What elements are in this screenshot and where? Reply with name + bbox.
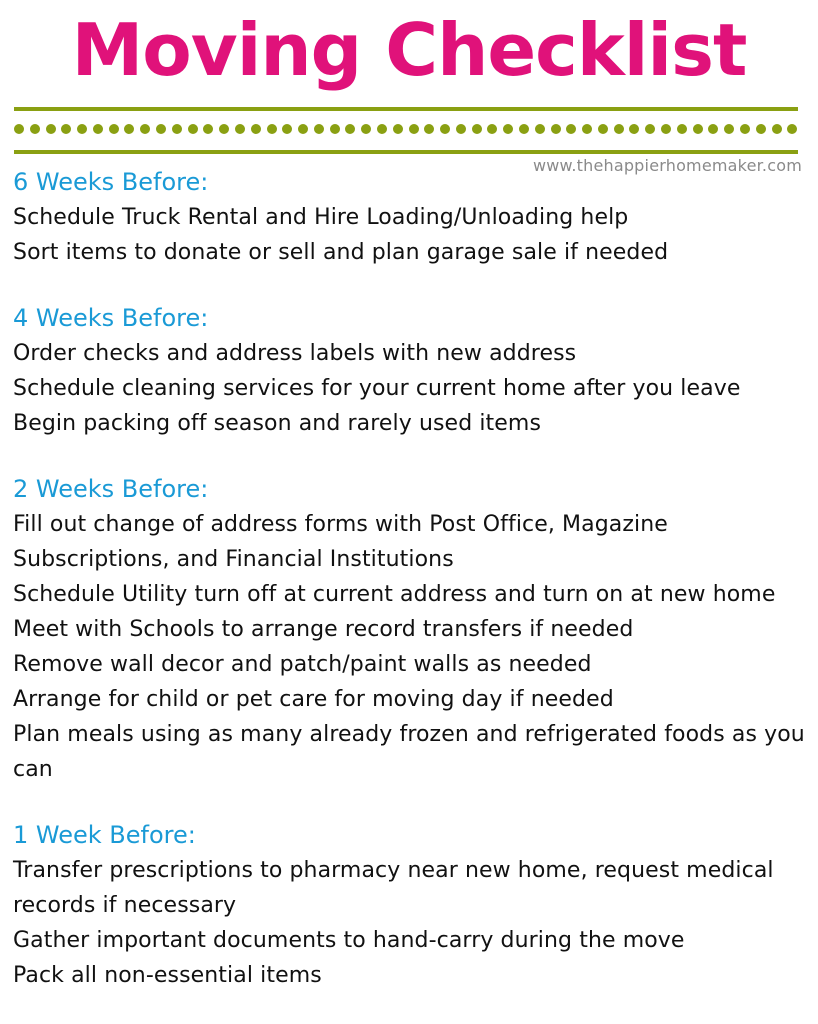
task-item: Arrange for child or pet care for moving day if needed [13, 687, 614, 712]
divider-dot [140, 124, 150, 134]
divider-dot [708, 124, 718, 134]
task-item: Schedule cleaning services for your current home after you leave [13, 376, 741, 401]
divider-dot [172, 124, 182, 134]
divider-dot [424, 124, 434, 134]
divider-dot [740, 124, 750, 134]
divider-dot [14, 124, 24, 134]
divider-top [14, 107, 798, 111]
divider-dot [551, 124, 561, 134]
divider-dot [693, 124, 703, 134]
divider-dot [235, 124, 245, 134]
divider-dot [409, 124, 419, 134]
divider-bottom [14, 150, 798, 154]
divider-dot [645, 124, 655, 134]
divider-dot [598, 124, 608, 134]
divider-dot [472, 124, 482, 134]
section-heading: 4 Weeks Before: [13, 304, 209, 332]
divider-dot [393, 124, 403, 134]
task-item: Pack all non-essential items [13, 963, 322, 988]
divider-dot [124, 124, 134, 134]
task-item: Schedule Truck Rental and Hire Loading/Unloading help [13, 205, 629, 230]
task-item: Fill out change of address forms with Post Office, Magazine Subscriptions, and Financial Institutions [13, 512, 668, 572]
section-heading: 6 Weeks Before: [13, 168, 209, 196]
section-heading: 2 Weeks Before: [13, 475, 209, 503]
divider-dot [361, 124, 371, 134]
divider-dot [77, 124, 87, 134]
divider-dot [787, 124, 797, 134]
divider-dot [756, 124, 766, 134]
divider-dot [298, 124, 308, 134]
task-list [13, 200, 808, 270]
divider-dot [519, 124, 529, 134]
divider-dot [566, 124, 576, 134]
divider-dot [314, 124, 324, 134]
task-item: Begin packing off season and rarely used items [13, 411, 542, 436]
divider-dot [629, 124, 639, 134]
divider-dot [487, 124, 497, 134]
divider-dot [330, 124, 340, 134]
divider-dot [219, 124, 229, 134]
section-heading: 1 Week Before: [13, 821, 196, 849]
task-item: Transfer prescriptions to pharmacy near new home, request medical records if necessary [13, 858, 774, 918]
divider-dot [46, 124, 56, 134]
task-item: Remove wall decor and patch/paint walls as needed [13, 652, 592, 677]
divider-dot [440, 124, 450, 134]
dotted-divider [14, 122, 798, 136]
task-item: Meet with Schools to arrange record transfers if needed [13, 617, 634, 642]
task-list [13, 336, 808, 441]
section-1-week [13, 818, 808, 993]
divider-dot [93, 124, 103, 134]
divider-dot [345, 124, 355, 134]
divider-dot [251, 124, 261, 134]
divider-dot [61, 124, 71, 134]
divider-dot [267, 124, 277, 134]
section-2-weeks [13, 472, 808, 787]
divider-dot [282, 124, 292, 134]
divider-dot [203, 124, 213, 134]
divider-dot [503, 124, 513, 134]
task-item: Plan meals using as many already frozen and refrigerated foods as you can [13, 722, 805, 782]
task-list [13, 507, 808, 787]
checklist [13, 165, 808, 1024]
divider-dot [30, 124, 40, 134]
task-item: Order checks and address labels with new address [13, 341, 577, 366]
divider-dot [582, 124, 592, 134]
divider-dot [109, 124, 119, 134]
section-6-weeks [13, 165, 808, 270]
page-title: Moving Checklist [71, 8, 747, 92]
divider-dot [661, 124, 671, 134]
divider-dot [724, 124, 734, 134]
task-item: Gather important documents to hand-carry during the move [13, 928, 685, 953]
task-list [13, 853, 808, 993]
divider-dot [614, 124, 624, 134]
divider-dot [772, 124, 782, 134]
divider-dot [456, 124, 466, 134]
divider-dot [677, 124, 687, 134]
website-credit: www.thehappierhomemaker.com [532, 156, 802, 175]
task-item: Schedule Utility turn off at current address and turn on at new home [13, 582, 776, 607]
divider-dot [188, 124, 198, 134]
divider-dot [156, 124, 166, 134]
divider-dot [377, 124, 387, 134]
divider-dot [535, 124, 545, 134]
task-item: Sort items to donate or sell and plan garage sale if needed [13, 240, 669, 265]
section-4-weeks [13, 301, 808, 441]
